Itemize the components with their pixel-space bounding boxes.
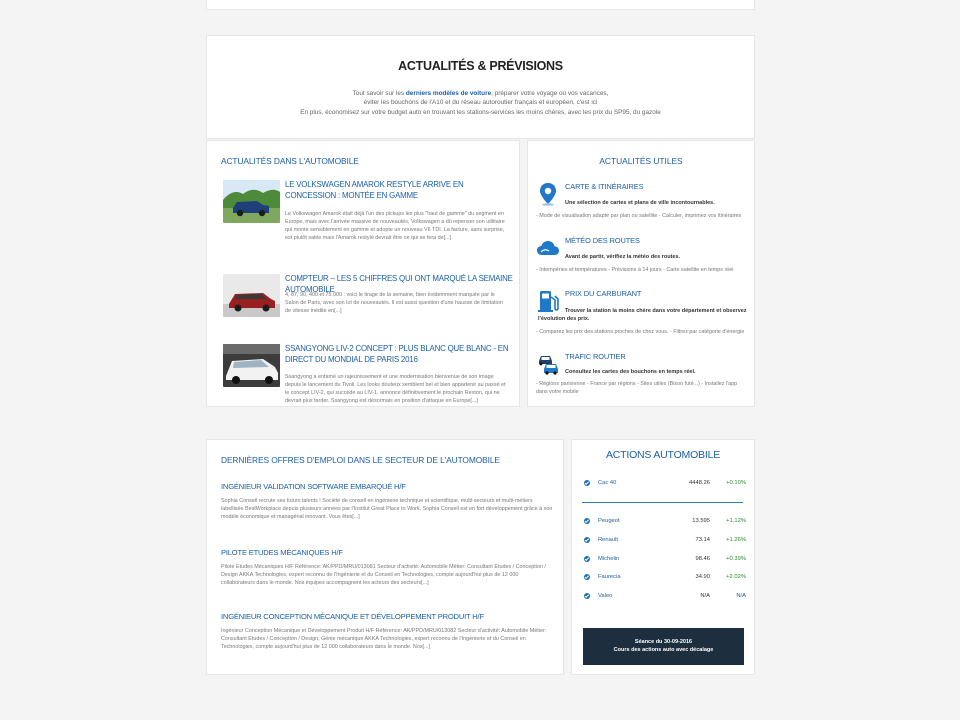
news-thumbnail-compteur[interactable] (223, 274, 280, 317)
stock-row[interactable] (582, 534, 746, 546)
job-item (221, 612, 553, 651)
useful-desc: Consultez les cartes des bouchons en temps réel. (565, 369, 696, 375)
job-item (221, 548, 553, 587)
stock-change: +0.10% (726, 480, 746, 486)
news-section (206, 140, 520, 407)
maps-link[interactable]: CARTE & ITINÉRAIRES (565, 182, 644, 191)
news-thumbnail-ssangyong[interactable] (223, 344, 280, 387)
news-excerpt: 4, 87, 90, 400 et 75 000 : voici le tirage de la semaine, bien évidemment marquée par le Salon de Paris, avec son lot de nouveautés. Il est aussi question d'une hausse de limitation de vitesse inédite en[...] (285, 292, 503, 315)
job-excerpt: Sophia Conseil recrute ses futurs talents ! Société de conseil en ingénierie technique et scientifique, multi-secteurs et multi-métiers labellisée BestWorkplace depuis plusieurs années par l'Institut Great Place to Work, Sophia Conseil est en fort développement grâce à son modèle économique et managérial innovant. Vous êtes[...] (221, 498, 553, 521)
job-excerpt: Pilote Etudes Mécaniques H/F Référence: AK/PPD/MRU/013081 Secteur d'activité: Automobile Métier: Consultant Etudes / Conception / Design AKKA Technologies, expert reconnu de l'Ingénierie et du Conseil en Technologies, compte aujourd'hui plus de 12 000 collaborateurs dans le monde. Nos équipes accompagnent les acteurs des secteurs[...] (221, 564, 546, 587)
intro-line-3: En plus, économisez sur votre budget auto en trouvant les stations-services les moins chères, avec les prix du SP95, du gazole (300, 108, 661, 116)
stock-name[interactable]: Valeo (598, 593, 613, 599)
stocks-title: ACTIONS AUTOMOBILE (605, 449, 721, 461)
cloud-icon[interactable] (536, 236, 560, 260)
intro-line-1 (207, 89, 754, 98)
stock-session-footer (583, 628, 744, 665)
news-title-link[interactable]: LE VOLKSWAGEN AMAROK RESTYLE ARRIVE EN CONCESSION : MONTÉE EN GAMME (285, 180, 464, 200)
stock-change: +0.39% (726, 556, 746, 562)
stock-name[interactable]: Faurecia (598, 574, 621, 580)
useful-desc: Trouver la station la moins chère dans votre département et observez l'évolution des prix. (538, 308, 747, 322)
intro-line-1-suffix: , préparer votre voyage ou vos vacances, (491, 90, 609, 97)
useful-section-title: ACTUALITÉS UTILES (599, 156, 683, 166)
stock-row-index[interactable] (582, 477, 746, 489)
stock-row[interactable] (582, 571, 746, 583)
check-circle-icon (584, 574, 590, 580)
news-title-link[interactable]: COMPTEUR – LES 5 CHIFFRES QUI ONT MARQUÉ LA SEMAINE AUTOMOBILE (285, 274, 513, 294)
fuel-price-link[interactable]: PRIX DU CARBURANT (565, 289, 642, 298)
stock-row[interactable] (582, 553, 746, 565)
job-title-link[interactable]: INGÉNIEUR VALIDATION SOFTWARE EMBARQUÉ H/F (221, 482, 406, 491)
news-item (223, 274, 513, 324)
useful-detail: - Régions parisienne - France par régions - Sites utiles (Bison futé...) - Installez l'app dans votre mobile (536, 381, 738, 395)
stock-change: N/A (736, 593, 746, 599)
traffic-cars-icon[interactable] (536, 352, 560, 376)
stock-value: 13.595 (692, 518, 710, 524)
useful-item-weather (534, 236, 750, 286)
stock-name[interactable]: Peugeot (598, 518, 620, 524)
useful-section (527, 140, 755, 407)
news-section-title: ACTUALITÉS DANS L'AUTOMOBILE (221, 156, 359, 166)
job-item (221, 482, 553, 521)
job-excerpt: Ingénieur Conception Mécanique et Développement Produit H/F Référence: AK/PPD/MRU/013082 Secteur d'activité: Automobile Métier: Consultant Etudes / Conception / Design, Génie mécanique AKKA Technologies, expert reconnu de l'Ingénierie et du Conseil en Technologies, compte aujourd'hui plus de 12 000 collaborateurs dans le monde. Nos[...] (221, 628, 547, 651)
page-title: ACTUALITÉS & PRÉVISIONS (398, 59, 563, 73)
intro-line-2: éviter les bouchons de l'A10 et du réseau autoroutier français et européen, c'est ici (363, 99, 598, 107)
stock-change: +2.02% (726, 574, 746, 580)
news-item (223, 344, 513, 414)
intro-line-1-prefix: Tout savoir sur les (352, 90, 406, 97)
check-circle-icon (584, 480, 590, 486)
stocks-section (571, 439, 755, 675)
check-circle-icon (584, 593, 590, 599)
stock-value: 34.90 (695, 574, 710, 580)
check-circle-icon (584, 556, 590, 562)
stock-value: 98.46 (695, 556, 710, 562)
useful-desc: Une sélection de cartes et plans de ville incontournables. (565, 200, 715, 206)
stock-name[interactable]: Renault (598, 537, 618, 543)
jobs-section-title: DERNIÈRES OFFRES D'EMPLOI DANS LE SECTEUR DE L'AUTOMOBILE (221, 455, 500, 465)
stock-value: N/A (700, 593, 710, 599)
traffic-link[interactable]: TRAFIC ROUTIER (565, 352, 626, 361)
news-excerpt: Ssangyong a entamé un rajeunissement et une modernisation bienvenue de son image depuis le lancement du Tivoli. Les looks douteux semblent bel et bien appartenir au passé et le concept LIV-2, qui succède au LIV-1, annonce définitivement le prochain Rexton, qui ne devrait plus tarder. Ssangyong est désormais en position d'attaque en Europe[...] (285, 374, 506, 405)
job-title-link[interactable]: INGÉNIEUR CONCEPTION MÉCANIQUE ET DÉVELOPPEMENT PRODUIT H/F (221, 612, 484, 621)
job-title-link[interactable]: PILOTE ETUDES MÉCANIQUES H/F (221, 548, 343, 557)
stock-row[interactable] (582, 590, 746, 602)
useful-item-traffic (534, 352, 750, 402)
stock-value: 4448.26 (689, 480, 710, 486)
news-item (223, 180, 513, 260)
intro-text (207, 89, 754, 117)
map-pin-icon[interactable] (536, 182, 560, 206)
useful-item-fuel (534, 289, 750, 347)
stock-value: 73.14 (695, 537, 710, 543)
useful-item-maps (534, 182, 750, 232)
useful-detail: - Intempéries et températures - Prévisions à 14 jours - Carte satellite en temps réel (536, 267, 734, 273)
useful-desc: Avant de partir, vérifiez la météo des routes. (565, 254, 681, 260)
stock-change: +1.26% (726, 537, 746, 543)
intro-section (206, 35, 755, 139)
check-circle-icon (584, 518, 590, 524)
stock-session-note: Cours des actions auto avec décalage (613, 647, 714, 653)
latest-models-link[interactable]: derniers modèles de voiture (405, 90, 492, 97)
stock-divider (582, 502, 743, 503)
weather-link[interactable]: MÉTÉO DES ROUTES (565, 236, 640, 245)
useful-detail: - Comparez les prix des stations proches de chez vous. - Filtrez par catégorie d'énergie (536, 329, 745, 335)
useful-detail: - Mode de visualisation adapté par plan ou satellite - Calculer, imprimez vos itinéraires (536, 213, 742, 219)
stock-name[interactable]: Cac 40 (598, 480, 617, 486)
stock-session-date: Séance du 30-09-2016 (634, 639, 693, 645)
top-strip-panel (206, 0, 755, 10)
news-thumbnail-amarok[interactable] (223, 180, 280, 223)
stock-change: +1.12% (726, 518, 746, 524)
news-excerpt: Le Volkswagen Amarok était déjà l'un des pickups les plus "haut de gamme" du segment en Europe, mais avec l'arrivée massive de nouveautés, Volkswagen a dû repenser son utilitaire qui monte sensiblement en gamme et adopte un nouveau V6 TDI. La facture, sans surprise, est plutôt salée mais l'Amarok restylé devrait être ce qui se fera de[...] (285, 211, 505, 242)
jobs-section (206, 439, 564, 675)
check-circle-icon (584, 537, 590, 543)
stock-row[interactable] (582, 515, 746, 527)
stock-name[interactable]: Michelin (598, 556, 620, 562)
news-title-link[interactable]: SSANGYONG LIV-2 CONCEPT : PLUS BLANC QUE BLANC - EN DIRECT DU MONDIAL DE PARIS 2016 (285, 344, 509, 364)
